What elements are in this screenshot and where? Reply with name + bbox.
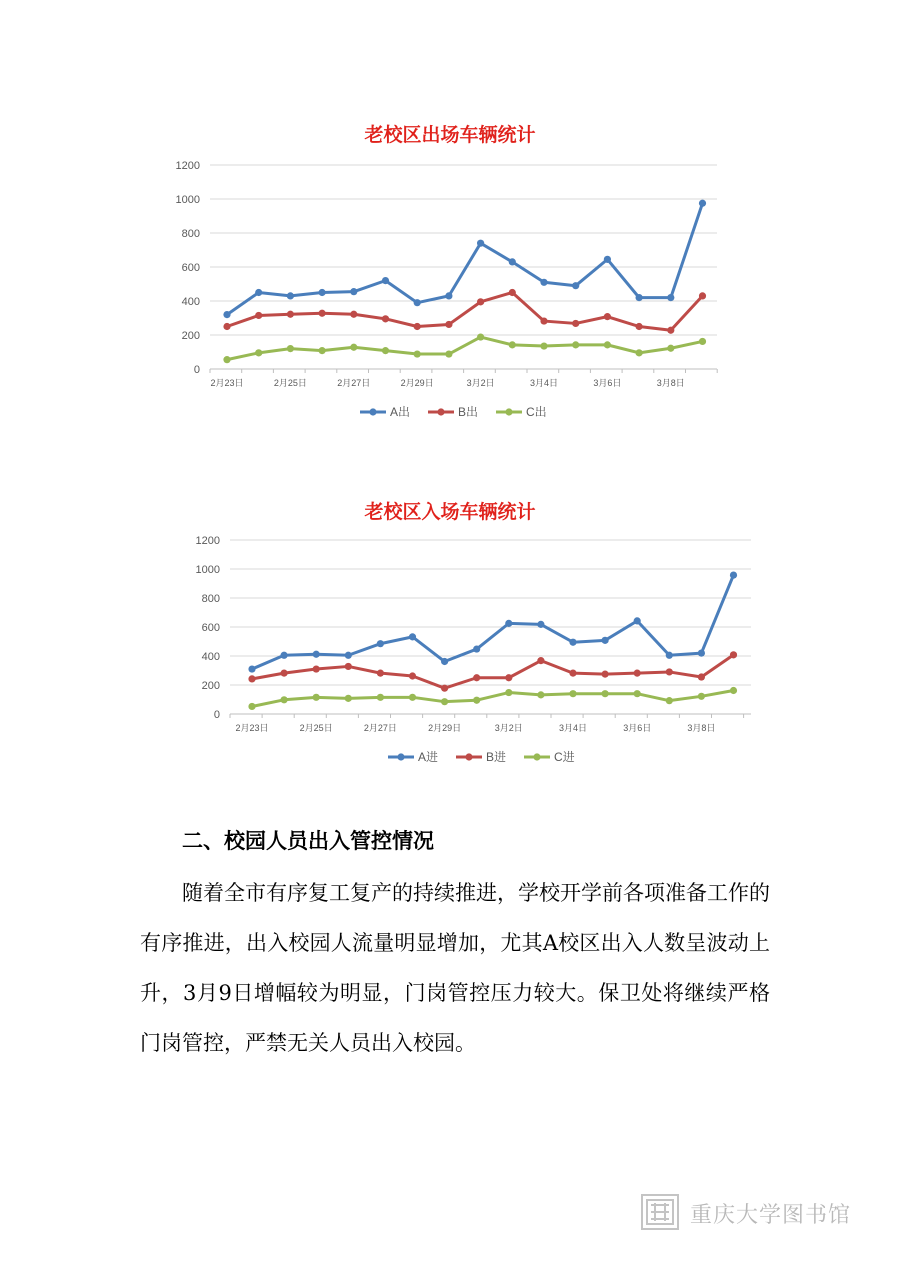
data-point bbox=[666, 697, 673, 704]
chart-1-title: 老校区出场车辆统计 bbox=[364, 124, 536, 146]
y-tick-label: 1000 bbox=[175, 194, 200, 206]
x-tick-label: 3月2日 bbox=[466, 378, 495, 388]
legend-marker bbox=[505, 408, 512, 415]
data-point bbox=[473, 645, 480, 652]
data-point bbox=[636, 294, 643, 301]
data-point bbox=[634, 690, 641, 697]
data-point bbox=[730, 687, 737, 694]
data-point bbox=[382, 315, 389, 322]
data-point bbox=[667, 327, 674, 334]
data-point bbox=[287, 345, 294, 352]
legend-marker bbox=[397, 753, 404, 760]
data-point bbox=[345, 652, 352, 659]
data-point bbox=[382, 347, 389, 354]
y-tick-label: 600 bbox=[181, 262, 200, 274]
data-point bbox=[409, 694, 416, 701]
x-tick-label: 2月23日 bbox=[235, 723, 269, 733]
data-point bbox=[636, 323, 643, 330]
data-point bbox=[445, 321, 452, 328]
x-tick-label: 3月8日 bbox=[656, 378, 685, 388]
data-point bbox=[414, 323, 421, 330]
data-point bbox=[313, 651, 320, 658]
data-point bbox=[572, 341, 579, 348]
y-tick-label: 800 bbox=[201, 593, 220, 605]
legend-label: A进 bbox=[418, 750, 439, 764]
data-point bbox=[473, 674, 480, 681]
data-point bbox=[602, 690, 609, 697]
x-tick-label: 2月27日 bbox=[363, 723, 397, 733]
legend-label: A出 bbox=[390, 405, 411, 419]
legend-marker bbox=[369, 408, 376, 415]
y-tick-label: 1000 bbox=[195, 564, 220, 576]
data-point bbox=[537, 621, 544, 628]
data-point bbox=[287, 292, 294, 299]
y-tick-label: 400 bbox=[181, 296, 200, 308]
x-tick-label: 3月4日 bbox=[558, 723, 588, 733]
data-point bbox=[445, 350, 452, 357]
data-point bbox=[414, 299, 421, 306]
series-line-C出 bbox=[227, 337, 703, 360]
data-point bbox=[377, 640, 384, 647]
data-point bbox=[255, 289, 262, 296]
data-point bbox=[350, 288, 357, 295]
y-tick-label: 0 bbox=[193, 364, 200, 376]
data-point bbox=[698, 650, 705, 657]
data-point bbox=[473, 697, 480, 704]
x-tick-label: 2月27日 bbox=[337, 378, 371, 388]
data-point bbox=[667, 345, 674, 352]
y-tick-label: 600 bbox=[201, 622, 220, 634]
data-point bbox=[730, 651, 737, 658]
data-point bbox=[350, 344, 357, 351]
data-point bbox=[604, 341, 611, 348]
data-point bbox=[604, 256, 611, 263]
data-point bbox=[255, 349, 262, 356]
data-point bbox=[445, 292, 452, 299]
data-point bbox=[572, 282, 579, 289]
data-point bbox=[248, 703, 255, 710]
y-tick-label: 0 bbox=[213, 709, 220, 721]
data-point bbox=[345, 663, 352, 670]
y-tick-label: 1200 bbox=[175, 160, 200, 172]
data-point bbox=[730, 571, 737, 578]
data-point bbox=[477, 240, 484, 247]
data-point bbox=[477, 298, 484, 305]
data-point bbox=[281, 652, 288, 659]
y-tick-label: 1200 bbox=[195, 535, 220, 547]
series-line-B进 bbox=[252, 655, 734, 688]
data-point bbox=[569, 639, 576, 646]
y-tick-label: 400 bbox=[201, 651, 220, 663]
data-point bbox=[509, 341, 516, 348]
x-tick-label: 3月6日 bbox=[623, 723, 652, 733]
data-point bbox=[537, 691, 544, 698]
data-point bbox=[699, 338, 706, 345]
legend-label: B出 bbox=[458, 405, 479, 419]
data-point bbox=[441, 658, 448, 665]
data-point bbox=[345, 695, 352, 702]
x-tick-label: 2月29日 bbox=[400, 378, 434, 388]
series-line-C进 bbox=[252, 691, 734, 707]
data-point bbox=[281, 696, 288, 703]
data-point bbox=[604, 313, 611, 320]
data-point bbox=[223, 323, 230, 330]
series-line-A进 bbox=[252, 575, 734, 669]
data-point bbox=[667, 294, 674, 301]
data-point bbox=[699, 292, 706, 299]
data-point bbox=[441, 685, 448, 692]
x-tick-label: 2月25日 bbox=[299, 723, 333, 733]
data-point bbox=[505, 674, 512, 681]
data-point bbox=[698, 693, 705, 700]
x-tick-label: 2月29日 bbox=[428, 723, 462, 733]
legend-label: B进 bbox=[486, 750, 507, 764]
x-tick-label: 3月6日 bbox=[593, 378, 622, 388]
data-point bbox=[319, 289, 326, 296]
data-point bbox=[313, 694, 320, 701]
data-point bbox=[509, 258, 516, 265]
data-point bbox=[409, 672, 416, 679]
data-point bbox=[572, 320, 579, 327]
legend-marker bbox=[465, 753, 472, 760]
exit-vehicle-chart bbox=[0, 150, 900, 430]
x-tick-label: 2月23日 bbox=[210, 378, 244, 388]
data-point bbox=[636, 349, 643, 356]
y-tick-label: 200 bbox=[181, 330, 200, 342]
data-point bbox=[248, 665, 255, 672]
data-point bbox=[255, 312, 262, 319]
data-point bbox=[441, 698, 448, 705]
data-point bbox=[319, 310, 326, 317]
data-point bbox=[223, 356, 230, 363]
footer-library-name: 重庆大学图书馆 bbox=[690, 1203, 852, 1228]
x-tick-label: 3月2日 bbox=[494, 723, 523, 733]
data-point bbox=[505, 689, 512, 696]
data-point bbox=[477, 333, 484, 340]
x-tick-label: 2月25日 bbox=[273, 378, 307, 388]
data-point bbox=[537, 657, 544, 664]
legend-marker bbox=[533, 753, 540, 760]
legend-marker bbox=[437, 408, 444, 415]
x-tick-label: 3月8日 bbox=[687, 723, 716, 733]
data-point bbox=[634, 617, 641, 624]
data-point bbox=[223, 311, 230, 318]
data-point bbox=[569, 670, 576, 677]
chart-2-title: 老校区入场车辆统计 bbox=[364, 501, 536, 523]
data-point bbox=[505, 620, 512, 627]
data-point bbox=[414, 350, 421, 357]
library-seal-icon bbox=[640, 1193, 680, 1231]
data-point bbox=[540, 279, 547, 286]
data-point bbox=[509, 289, 516, 296]
y-tick-label: 800 bbox=[181, 228, 200, 240]
data-point bbox=[540, 342, 547, 349]
data-point bbox=[287, 311, 294, 318]
data-point bbox=[698, 673, 705, 680]
body-paragraph: 随着全市有序复工复产的持续推进，学校开学前各项准备工作的有序推进，出入校园人流量明显增加，尤其A校区出入人数呈波动上升，3月9日增幅较为明显，门岗管控压力较大。保卫处将继续严格门岗管控，严禁无关人员出入校园。 bbox=[140, 881, 770, 1055]
data-point bbox=[540, 317, 547, 324]
data-point bbox=[666, 652, 673, 659]
data-point bbox=[350, 311, 357, 318]
section-heading: 二、校园人员出入管控情况 bbox=[182, 829, 434, 853]
data-point bbox=[319, 347, 326, 354]
data-point bbox=[382, 277, 389, 284]
entry-vehicle-chart bbox=[0, 528, 900, 773]
data-point bbox=[409, 633, 416, 640]
data-point bbox=[313, 665, 320, 672]
data-point bbox=[377, 694, 384, 701]
data-point bbox=[569, 690, 576, 697]
data-point bbox=[602, 637, 609, 644]
data-point bbox=[377, 670, 384, 677]
series-line-A出 bbox=[227, 203, 703, 314]
x-tick-label: 3月4日 bbox=[529, 378, 559, 388]
y-tick-label: 200 bbox=[201, 680, 220, 692]
legend-label: C进 bbox=[554, 750, 575, 764]
series-line-B出 bbox=[227, 293, 703, 331]
data-point bbox=[248, 675, 255, 682]
data-point bbox=[281, 670, 288, 677]
data-point bbox=[602, 671, 609, 678]
data-point bbox=[666, 668, 673, 675]
legend-label: C出 bbox=[526, 405, 547, 419]
data-point bbox=[699, 200, 706, 207]
data-point bbox=[634, 670, 641, 677]
